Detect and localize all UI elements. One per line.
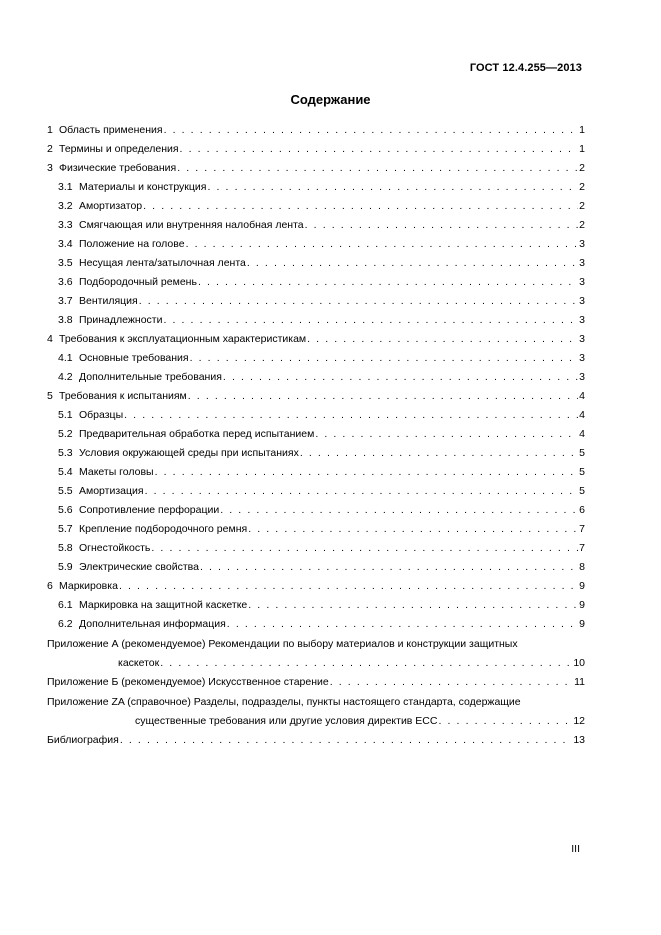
appendix-a-title-cont: каскеток (118, 657, 160, 669)
toc-entry-label: Материалы и конструкция (79, 181, 207, 193)
leader-dots (119, 577, 578, 596)
toc-entry[interactable] (47, 330, 585, 349)
appendix-za-title: Приложение ZA (справочное) Разделы, подразделы, пункты настоящего стандарта, содержащие (47, 696, 521, 708)
toc-entry[interactable] (47, 197, 585, 216)
toc-entry[interactable] (47, 292, 585, 311)
toc-entry-number: 5 (47, 390, 53, 402)
toc-entry-page: 2 (579, 200, 585, 212)
toc-entry-label: Предварительная обработка перед испытанием (79, 428, 315, 440)
toc-entry-label: Вентиляция (79, 295, 138, 307)
leader-dots (227, 615, 578, 634)
toc-entry[interactable] (47, 615, 585, 634)
toc-entry[interactable] (47, 159, 585, 178)
toc-entry[interactable] (47, 425, 585, 444)
toc-entry-page: 9 (579, 618, 585, 630)
toc-entry-label: Смягчающая или внутренняя налобная лента (79, 219, 304, 231)
standard-designation: ГОСТ 12.4.255—2013 (469, 62, 582, 74)
toc-entry-label: Физические требования (59, 162, 177, 174)
toc-entry-page: 9 (579, 599, 585, 611)
page-title: Содержание (290, 92, 371, 107)
toc-entry-page: 7 (579, 523, 585, 535)
toc-entry[interactable] (47, 235, 585, 254)
toc-entry-page: 5 (579, 485, 585, 497)
leader-dots (248, 520, 578, 539)
leader-dots (207, 178, 578, 197)
toc-entry-label: Сопротивление перфорации (79, 504, 220, 516)
toc-entry-number: 5.5 (58, 485, 73, 497)
toc-entry-number: 5.2 (58, 428, 73, 440)
leader-dots (305, 216, 579, 235)
leader-dots (223, 368, 578, 387)
toc-entry-label: Требования к испытаниям (59, 390, 187, 402)
toc-entry[interactable] (47, 596, 585, 615)
bibliography-title: Библиография (47, 734, 119, 746)
leader-dots (330, 673, 573, 692)
toc-entry[interactable] (47, 121, 585, 140)
toc-entry-number: 1 (47, 124, 53, 136)
toc-entry-label: Термины и определения (59, 143, 179, 155)
toc-entry-label: Подбородочный ремень (79, 276, 197, 288)
toc-entry-number: 3.5 (58, 257, 73, 269)
toc-entry-label: Требования к эксплуатационным характеристикам (59, 333, 307, 345)
toc-entry[interactable] (47, 406, 585, 425)
toc-entry-page: 3 (579, 238, 585, 250)
toc-entry-label: Амортизация (79, 485, 144, 497)
toc-entry[interactable] (47, 520, 585, 539)
leader-dots (163, 311, 578, 330)
leader-dots (120, 731, 572, 750)
leader-dots (438, 712, 572, 731)
toc-entry-number: 4.1 (58, 352, 73, 364)
toc-entry-number: 5.1 (58, 409, 73, 421)
toc-entry-label: Область применения (59, 124, 163, 136)
toc-entry-page: 4 (579, 428, 585, 440)
toc-entry[interactable] (47, 254, 585, 273)
toc-entry-page: 4 (579, 390, 585, 402)
appendix-b-page: 11 (574, 676, 585, 688)
appendix-a-entry[interactable] (47, 635, 585, 673)
leader-dots (160, 654, 572, 673)
toc-entry-number: 3.3 (58, 219, 73, 231)
toc-entry-label: Дополнительная информация (79, 618, 226, 630)
toc-entry[interactable] (47, 368, 585, 387)
appendix-b-title: Приложение Б (рекомендуемое) Искусственное старение (47, 676, 329, 688)
toc-entry-number: 5.3 (58, 447, 73, 459)
toc-entry-label: Маркировка на защитной каскетке (79, 599, 248, 611)
leader-dots (186, 235, 579, 254)
leader-dots (220, 501, 578, 520)
toc-entry[interactable] (47, 216, 585, 235)
toc-entry-label: Крепление подбородочного ремня (79, 523, 248, 535)
toc-entry-number: 5.4 (58, 466, 73, 478)
toc-entry-page: 3 (579, 295, 585, 307)
leader-dots (164, 121, 579, 140)
toc-entry-number: 5.7 (58, 523, 73, 535)
toc-entry-number: 3.1 (58, 181, 73, 193)
toc-entry-page: 1 (579, 124, 585, 136)
toc-entry-label: Макеты головы (79, 466, 154, 478)
toc-entry-number: 3.6 (58, 276, 73, 288)
appendix-a-title: Приложение А (рекомендуемое) Рекомендации по выбору материалов и конструкции защитных (47, 638, 518, 650)
toc-entry-number: 6.2 (58, 618, 73, 630)
toc-entry-page: 3 (579, 333, 585, 345)
toc-entry[interactable] (47, 178, 585, 197)
toc-entry-label: Условия окружающей среды при испытаниях (79, 447, 299, 459)
toc-entry-page: 2 (579, 162, 585, 174)
toc-entry-number: 3 (47, 162, 53, 174)
toc-entry-number: 5.9 (58, 561, 73, 573)
toc-entry[interactable] (47, 311, 585, 330)
toc-entry-number: 5.8 (58, 542, 73, 554)
leader-dots (155, 463, 579, 482)
leader-dots (300, 444, 578, 463)
toc-entry[interactable] (47, 539, 585, 558)
toc-entry[interactable] (47, 558, 585, 577)
toc-entry-label: Положение на голове (79, 238, 185, 250)
toc-entry-page: 3 (579, 257, 585, 269)
table-of-contents (47, 121, 585, 750)
leader-dots (247, 254, 578, 273)
toc-entry-number: 4 (47, 333, 53, 345)
appendix-za-entry[interactable] (47, 693, 585, 731)
leader-dots (188, 387, 578, 406)
bibliography-page: 13 (573, 734, 585, 746)
toc-entry-label: Электрические свойства (79, 561, 199, 573)
toc-entry[interactable] (47, 140, 585, 159)
toc-entry-page: 9 (579, 580, 585, 592)
toc-entry-page: 4 (579, 409, 585, 421)
leader-dots (180, 140, 579, 159)
toc-entry-label: Дополнительные требования (79, 371, 222, 383)
toc-entry-number: 4.2 (58, 371, 73, 383)
toc-entry-label: Амортизатор (79, 200, 143, 212)
leader-dots (151, 539, 578, 558)
toc-entry[interactable] (47, 463, 585, 482)
toc-entry-number: 3.7 (58, 295, 73, 307)
toc-entry-page: 6 (579, 504, 585, 516)
toc-entry-page: 1 (579, 143, 585, 155)
toc-entry-label: Маркировка (59, 580, 118, 592)
leader-dots (124, 406, 578, 425)
leader-dots (190, 349, 579, 368)
appendix-za-title-cont: существенные требования или другие условия директив ЕСС (135, 715, 438, 727)
leader-dots (177, 159, 578, 178)
appendix-za-page: 12 (573, 715, 585, 727)
toc-entry-number: 3.2 (58, 200, 73, 212)
toc-entry[interactable] (47, 577, 585, 596)
toc-entry-page: 3 (579, 352, 585, 364)
toc-entry-number: 6.1 (58, 599, 73, 611)
appendix-a-page: 10 (573, 657, 585, 669)
toc-entry[interactable] (47, 444, 585, 463)
toc-entry[interactable] (47, 482, 585, 501)
toc-entry[interactable] (47, 501, 585, 520)
toc-entry-number: 5.6 (58, 504, 73, 516)
leader-dots (139, 292, 578, 311)
page-number: III (571, 843, 580, 855)
leader-dots (248, 596, 578, 615)
toc-entry-page: 5 (579, 447, 585, 459)
leader-dots (307, 330, 578, 349)
toc-entry-page: 7 (579, 542, 585, 554)
appendix-b-entry[interactable] (47, 673, 585, 692)
toc-entry[interactable] (47, 349, 585, 368)
toc-entry-label: Несущая лента/затылочная лента (79, 257, 246, 269)
leader-dots (315, 425, 578, 444)
toc-entry-page: 2 (579, 181, 585, 193)
toc-entry-number: 2 (47, 143, 53, 155)
toc-entry-page: 2 (579, 219, 585, 231)
toc-entry-label: Образцы (79, 409, 124, 421)
leader-dots (145, 482, 579, 501)
bibliography-entry[interactable] (47, 731, 585, 750)
toc-entry-number: 3.4 (58, 238, 73, 250)
toc-entry-label: Принадлежности (79, 314, 163, 326)
toc-entry-page: 3 (579, 314, 585, 326)
toc-entry[interactable] (47, 387, 585, 406)
toc-entry-label: Огнестойкость (79, 542, 151, 554)
toc-entry-label: Основные требования (79, 352, 189, 364)
leader-dots (200, 558, 578, 577)
toc-entry-number: 6 (47, 580, 53, 592)
toc-entry[interactable] (47, 273, 585, 292)
toc-entry-page: 8 (579, 561, 585, 573)
toc-entry-page: 3 (579, 371, 585, 383)
toc-entry-number: 3.8 (58, 314, 73, 326)
leader-dots (198, 273, 578, 292)
toc-entry-page: 3 (579, 276, 585, 288)
toc-entry-page: 5 (579, 466, 585, 478)
leader-dots (143, 197, 578, 216)
